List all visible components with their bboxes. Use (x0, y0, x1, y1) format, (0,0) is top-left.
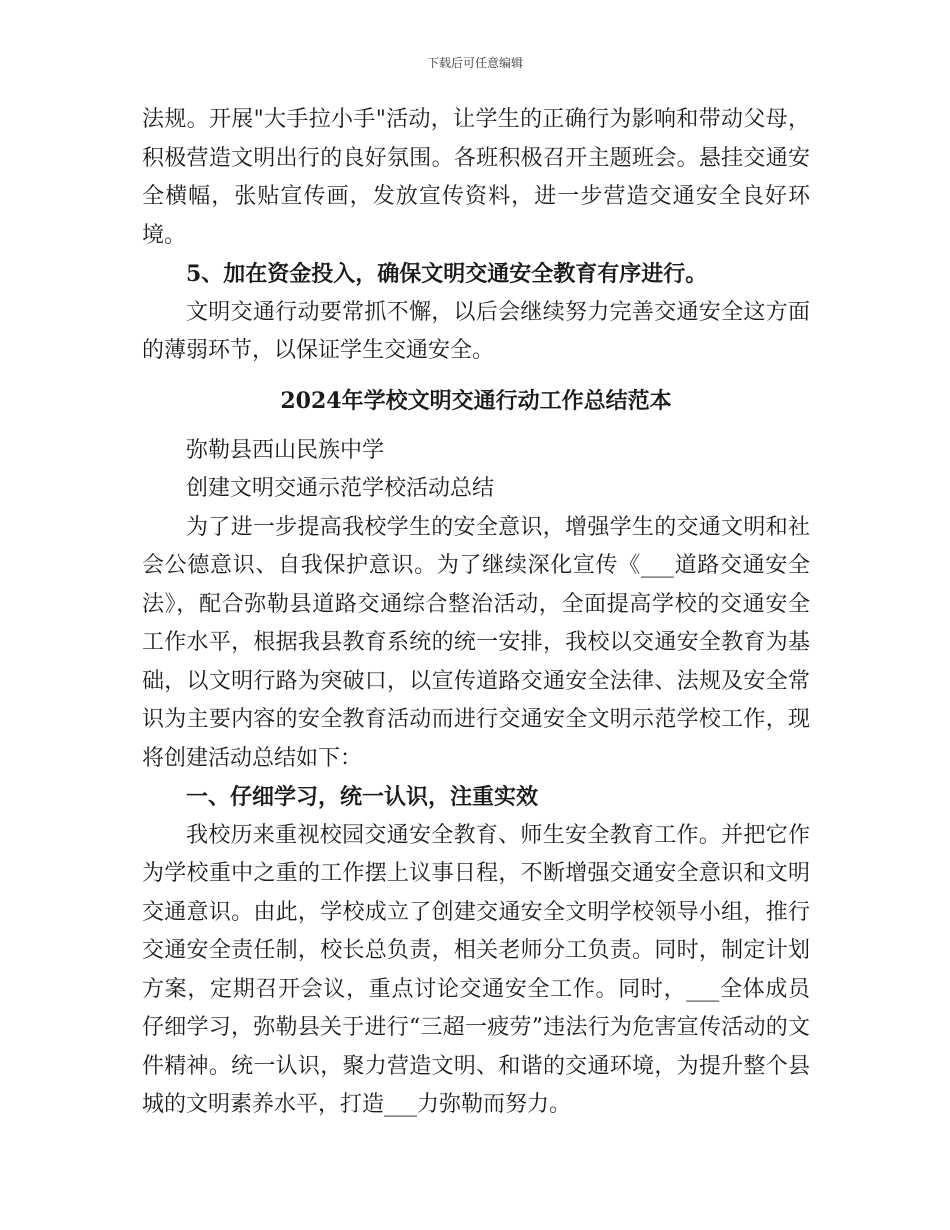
section5-heading: 5、加在资金投入，确保文明交通安全教育有序进行。 (186, 261, 708, 287)
section5-body: 文明交通行动要常抓不懈，以后会继续努力完善交通安全这方面的薄弱环节，以保证学生交通安全。 (142, 299, 810, 363)
school-name: 弥勒县西山民族中学 (186, 437, 385, 463)
section1-heading: 一、仔细学习，统一认识，注重实效 (186, 784, 539, 810)
intro-paragraph: 法规。开展"大手拉小手"活动，让学生的正确行为影响和带动父母，积极营造文明出行的良好氛围。各班积极召开主题班会。悬挂交通安全横幅，张贴宣传画，发放宣传资料，进一步营造交通安全良好环境。 (142, 107, 810, 248)
document-subtitle: 创建文明交通示范学校活动总结 (186, 476, 495, 501)
document-body (142, 101, 810, 1125)
document-title: 2024年学校文明交通行动工作总结范本 (280, 387, 672, 414)
paragraph-2: 我校历来重视校园交通安全教育、师生安全教育工作。并把它作为学校重中之重的工作摆上议事日程，不断增强交通安全意识和文明交通意识。由此，学校成立了创建交通安全文明学校领导小组，推行交通安全责任制，校长总负责，相关老师分工负责。同时，制定计划方案，定期召开会议，重点讨论交通安全工作。同时，___全体成员仔细学习，弥勒县关于进行“三超一疲劳”违法行为危害宣传活动的文件精神。统一认识，聚力营造文明、和谐的交通环境，为提升整个县城的文明素养水平，打造___力弥勒而努力。 (142, 822, 810, 1117)
paragraph-1: 为了进一步提高我校学生的安全意识，增强学生的交通文明和社会公德意识、自我保护意识。为了继续深化宣传《___道路交通安全法》，配合弥勒县道路交通综合整治活动，全面提高学校的交通安全工作水平，根据我县教育系统的统一安排，我校以交通安全教育为基础，以文明行路为突破口，以宣传道路交通安全法律、法规及安全常识为主要内容的安全教育活动而进行交通安全文明示范学校工作，现将创建活动总结如下： (142, 514, 810, 771)
page-header: 下载后可任意编辑 (426, 56, 523, 70)
